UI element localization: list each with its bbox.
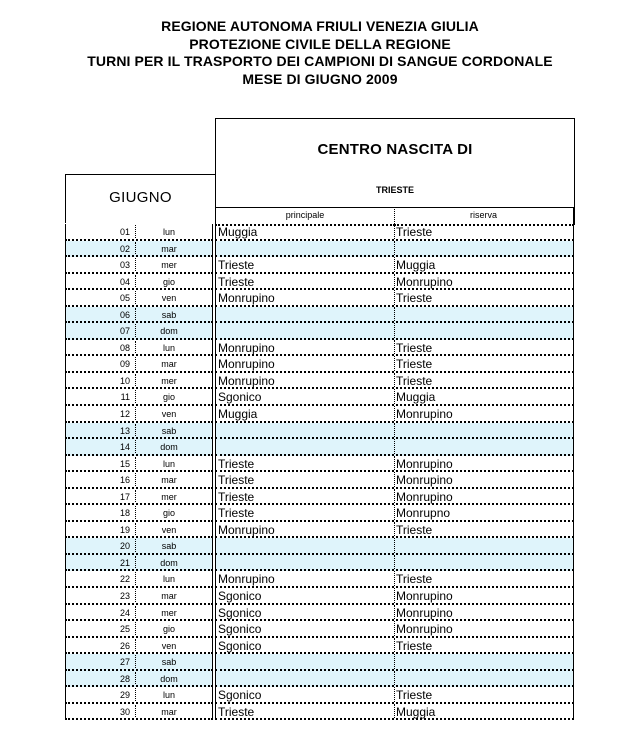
day-number: 24	[119, 607, 130, 618]
date-cell	[65, 456, 213, 473]
riserva-value: Trieste	[396, 572, 433, 587]
day-of-week: sab	[161, 541, 177, 552]
date-cell	[65, 389, 213, 406]
assignment-cell	[215, 423, 574, 440]
day-of-week: mer	[161, 260, 177, 271]
cell-divider	[394, 423, 395, 438]
day-number: 23	[119, 591, 130, 602]
day-of-week: mar	[161, 243, 177, 254]
month-label: GIUGNO	[109, 189, 172, 206]
cell-divider	[394, 290, 395, 305]
cell-divider	[135, 275, 136, 288]
day-of-week: mar	[161, 475, 177, 486]
cell-divider	[394, 274, 395, 289]
column-header-riserva: riserva	[394, 207, 574, 226]
cell-divider	[135, 440, 136, 453]
day-of-week: gio	[162, 508, 175, 519]
day-of-week: lun	[162, 342, 175, 353]
date-cell	[65, 505, 213, 522]
cell-divider	[135, 572, 136, 585]
riserva-value: Monrupino	[396, 473, 453, 488]
day-number: 20	[119, 541, 130, 552]
table-row	[65, 555, 574, 572]
riserva-value: Monrupino	[396, 407, 453, 422]
schedule-table	[65, 224, 574, 720]
date-cell	[65, 274, 213, 291]
date-cell	[65, 224, 213, 241]
cell-divider	[394, 472, 395, 487]
assignment-cell	[215, 588, 574, 605]
day-number: 07	[119, 326, 130, 337]
day-number: 05	[119, 293, 130, 304]
cell-divider	[394, 323, 395, 338]
cell-divider	[394, 605, 395, 620]
principale-value: Trieste	[218, 489, 255, 504]
centre-title: CENTRO NASCITA DI	[317, 141, 473, 158]
cell-divider	[135, 374, 136, 387]
date-cell	[65, 489, 213, 506]
date-cell	[65, 588, 213, 605]
assignment-cell	[215, 654, 574, 671]
table-row	[65, 274, 574, 291]
cell-divider	[135, 622, 136, 635]
cell-divider	[135, 390, 136, 403]
month-header-cell	[65, 174, 216, 223]
date-cell	[65, 340, 213, 357]
assignment-cell	[215, 704, 574, 721]
principale-value: Muggia	[218, 407, 258, 422]
cell-divider	[394, 538, 395, 553]
table-row	[65, 489, 574, 506]
cell-divider	[135, 407, 136, 420]
day-number: 14	[119, 442, 130, 453]
centre-city: TRIESTE	[375, 185, 414, 195]
riserva-value: Monrupno	[396, 506, 451, 521]
riserva-value: Muggia	[396, 258, 436, 273]
day-number: 12	[119, 409, 130, 420]
riserva-value: Trieste	[396, 522, 433, 537]
day-of-week: dom	[160, 557, 178, 568]
cell-divider	[135, 523, 136, 536]
principale-value: Trieste	[218, 506, 255, 521]
table-row	[65, 456, 574, 473]
table-row	[65, 638, 574, 655]
table-row	[65, 571, 574, 588]
day-number: 03	[119, 260, 130, 271]
assignment-cell	[215, 555, 574, 572]
day-of-week: mar	[161, 706, 177, 717]
riserva-value: Monrupino	[396, 489, 453, 504]
riserva-value: Trieste	[396, 291, 433, 306]
table-row	[65, 472, 574, 489]
day-of-week: gio	[162, 276, 175, 287]
riserva-value: Trieste	[396, 688, 433, 703]
table-row	[65, 439, 574, 456]
table-row	[65, 538, 574, 555]
cell-divider	[135, 424, 136, 437]
cell-divider	[135, 688, 136, 701]
riserva-value: Trieste	[396, 357, 433, 372]
day-number: 30	[119, 706, 130, 717]
date-cell	[65, 257, 213, 274]
day-of-week: ven	[161, 409, 177, 420]
table-row	[65, 588, 574, 605]
cell-divider	[135, 506, 136, 519]
date-cell	[65, 605, 213, 622]
cell-divider	[394, 406, 395, 421]
header-month: MESE DI GIUGNO 2009	[242, 70, 398, 87]
date-cell	[65, 241, 213, 258]
date-cell	[65, 472, 213, 489]
day-number: 18	[119, 508, 130, 519]
assignment-cell	[215, 489, 574, 506]
day-of-week: lun	[162, 574, 175, 585]
assignment-cell	[215, 340, 574, 357]
table-row	[65, 373, 574, 390]
table-row	[65, 340, 574, 357]
cell-divider	[394, 621, 395, 636]
assignment-cell	[215, 406, 574, 423]
principale-value: Muggia	[218, 225, 258, 239]
table-row	[65, 654, 574, 671]
date-cell	[65, 406, 213, 423]
cell-divider	[394, 356, 395, 371]
day-number: 16	[119, 475, 130, 486]
day-of-week: ven	[161, 640, 177, 651]
cell-divider	[394, 439, 395, 454]
day-of-week: dom	[160, 326, 178, 337]
table-row	[65, 605, 574, 622]
cell-divider	[394, 456, 395, 471]
date-cell	[65, 654, 213, 671]
table-row	[65, 356, 574, 373]
table-row	[65, 423, 574, 440]
principale-value: Trieste	[218, 274, 255, 289]
day-number: 17	[119, 491, 130, 502]
principale-value: Sgonico	[218, 622, 262, 637]
cell-divider	[394, 373, 395, 388]
cell-divider	[135, 705, 136, 718]
cell-divider	[135, 291, 136, 304]
cell-divider	[135, 324, 136, 337]
date-cell	[65, 671, 213, 688]
table-row	[65, 224, 574, 241]
day-number: 01	[119, 227, 130, 237]
assignment-cell	[215, 307, 574, 324]
assignment-cell	[215, 389, 574, 406]
date-cell	[65, 571, 213, 588]
date-cell	[65, 307, 213, 324]
assignment-cell	[215, 323, 574, 340]
table-row	[65, 389, 574, 406]
cell-divider	[394, 638, 395, 653]
table-row	[65, 704, 574, 721]
table-row	[65, 687, 574, 704]
day-number: 06	[119, 309, 130, 320]
assignment-cell	[215, 687, 574, 704]
cell-divider	[135, 539, 136, 552]
date-cell	[65, 522, 213, 539]
assignment-cell	[215, 257, 574, 274]
principale-value: Trieste	[218, 704, 255, 719]
date-cell	[65, 621, 213, 638]
assignment-cell	[215, 356, 574, 373]
assignment-cell	[215, 621, 574, 638]
day-of-week: ven	[161, 293, 177, 304]
table-row	[65, 257, 574, 274]
cell-divider	[394, 340, 395, 355]
cell-divider	[394, 687, 395, 702]
cell-divider	[394, 654, 395, 669]
day-of-week: mar	[161, 359, 177, 370]
cell-divider	[394, 224, 395, 239]
assignment-cell	[215, 472, 574, 489]
day-number: 04	[119, 276, 130, 287]
principale-value: Monrupino	[218, 340, 275, 355]
date-cell	[65, 704, 213, 721]
principale-value: Monrupino	[218, 373, 275, 388]
cell-divider	[135, 258, 136, 271]
cell-divider	[394, 241, 395, 256]
cell-divider	[394, 671, 395, 686]
day-of-week: ven	[161, 524, 177, 535]
date-cell	[65, 356, 213, 373]
riserva-value: Monrupino	[396, 605, 453, 620]
day-number: 29	[119, 690, 130, 701]
riserva-value: Trieste	[396, 225, 433, 239]
riserva-value: Monrupino	[396, 589, 453, 604]
principale-value: Monrupino	[218, 522, 275, 537]
day-of-week: sab	[161, 657, 177, 668]
cell-divider	[394, 505, 395, 520]
cell-divider	[135, 242, 136, 255]
cell-divider	[135, 225, 136, 238]
column-header-principale: principale	[215, 207, 395, 226]
day-of-week: lun	[162, 458, 175, 469]
header-region: REGIONE AUTONOMA FRIULI VENEZIA GIULIA	[161, 18, 479, 34]
cell-divider	[135, 672, 136, 685]
principale-value: Trieste	[218, 258, 255, 273]
header-civil-protection: PROTEZIONE CIVILE DELLA REGIONE	[189, 35, 451, 52]
riserva-value: Muggia	[396, 390, 436, 405]
day-number: 02	[119, 243, 130, 254]
cell-divider	[135, 457, 136, 470]
date-cell	[65, 687, 213, 704]
assignment-cell	[215, 522, 574, 539]
cell-divider	[135, 556, 136, 569]
day-of-week: lun	[162, 690, 175, 701]
riserva-value: Monrupino	[396, 622, 453, 637]
principale-value: Monrupino	[218, 291, 275, 306]
principale-value: Monrupino	[218, 572, 275, 587]
assignment-cell	[215, 605, 574, 622]
table-row	[65, 505, 574, 522]
table-row	[65, 522, 574, 539]
assignment-cell	[215, 505, 574, 522]
riserva-value: Trieste	[396, 340, 433, 355]
assignment-cell	[215, 638, 574, 655]
day-number: 21	[119, 557, 130, 568]
date-cell	[65, 638, 213, 655]
day-number: 28	[119, 673, 130, 684]
day-number: 13	[119, 425, 130, 436]
cell-divider	[135, 639, 136, 652]
cell-divider	[135, 308, 136, 321]
day-number: 10	[119, 375, 130, 386]
day-number: 08	[119, 342, 130, 353]
cell-divider	[135, 490, 136, 503]
principale-value: Sgonico	[218, 688, 262, 703]
day-number: 15	[119, 458, 130, 469]
cell-divider	[135, 655, 136, 668]
cell-divider	[135, 589, 136, 602]
day-of-week: mer	[161, 375, 177, 386]
assignment-cell	[215, 671, 574, 688]
document-header	[0, 18, 640, 88]
day-of-week: gio	[162, 624, 175, 635]
cell-divider	[394, 257, 395, 272]
date-cell	[65, 373, 213, 390]
table-row	[65, 671, 574, 688]
day-of-week: sab	[161, 425, 177, 436]
cell-divider	[394, 389, 395, 404]
day-number: 19	[119, 524, 130, 535]
day-number: 11	[120, 392, 130, 403]
header-schedule-title: TURNI PER IL TRASPORTO DEI CAMPIONI DI SANGUE CORDONALE	[87, 53, 553, 69]
day-of-week: gio	[162, 392, 175, 403]
assignment-cell	[215, 224, 574, 241]
date-cell	[65, 423, 213, 440]
day-number: 09	[119, 359, 130, 370]
cell-divider	[394, 571, 395, 586]
date-cell	[65, 555, 213, 572]
table-row	[65, 241, 574, 258]
riserva-value: Monrupino	[396, 274, 453, 289]
cell-divider	[135, 606, 136, 619]
cell-divider	[394, 704, 395, 719]
principale-value: Sgonico	[218, 589, 262, 604]
riserva-value: Trieste	[396, 373, 433, 388]
assignment-cell	[215, 373, 574, 390]
principale-value: Trieste	[218, 456, 255, 471]
principale-value: Trieste	[218, 473, 255, 488]
date-cell	[65, 290, 213, 307]
cell-divider	[394, 489, 395, 504]
day-of-week: mar	[161, 591, 177, 602]
date-cell	[65, 323, 213, 340]
assignment-cell	[215, 439, 574, 456]
assignment-cell	[215, 241, 574, 258]
date-cell	[65, 439, 213, 456]
table-row	[65, 406, 574, 423]
cell-divider	[394, 522, 395, 537]
table-row	[65, 307, 574, 324]
day-of-week: dom	[160, 442, 178, 453]
day-number: 27	[119, 657, 130, 668]
principale-value: Sgonico	[218, 605, 262, 620]
day-of-week: lun	[162, 227, 175, 237]
table-row	[65, 290, 574, 307]
cell-divider	[135, 341, 136, 354]
riserva-value: Muggia	[396, 704, 436, 719]
assignment-cell	[215, 571, 574, 588]
date-cell	[65, 538, 213, 555]
assignment-cell	[215, 290, 574, 307]
day-of-week: mer	[161, 491, 177, 502]
assignment-cell	[215, 456, 574, 473]
day-of-week: sab	[161, 309, 177, 320]
day-number: 26	[119, 640, 130, 651]
riserva-value: Monrupino	[396, 456, 453, 471]
assignment-cell	[215, 274, 574, 291]
day-of-week: mer	[161, 607, 177, 618]
riserva-value: Trieste	[396, 638, 433, 653]
day-number: 22	[119, 574, 130, 585]
principale-value: Monrupino	[218, 357, 275, 372]
table-row	[65, 621, 574, 638]
cell-divider	[135, 473, 136, 486]
assignment-cell	[215, 538, 574, 555]
cell-divider	[135, 357, 136, 370]
table-row	[65, 323, 574, 340]
day-number: 25	[119, 624, 130, 635]
day-of-week: dom	[160, 673, 178, 684]
cell-divider	[394, 588, 395, 603]
principale-value: Sgonico	[218, 390, 262, 405]
principale-value: Sgonico	[218, 638, 262, 653]
cell-divider	[394, 307, 395, 322]
cell-divider	[394, 555, 395, 570]
